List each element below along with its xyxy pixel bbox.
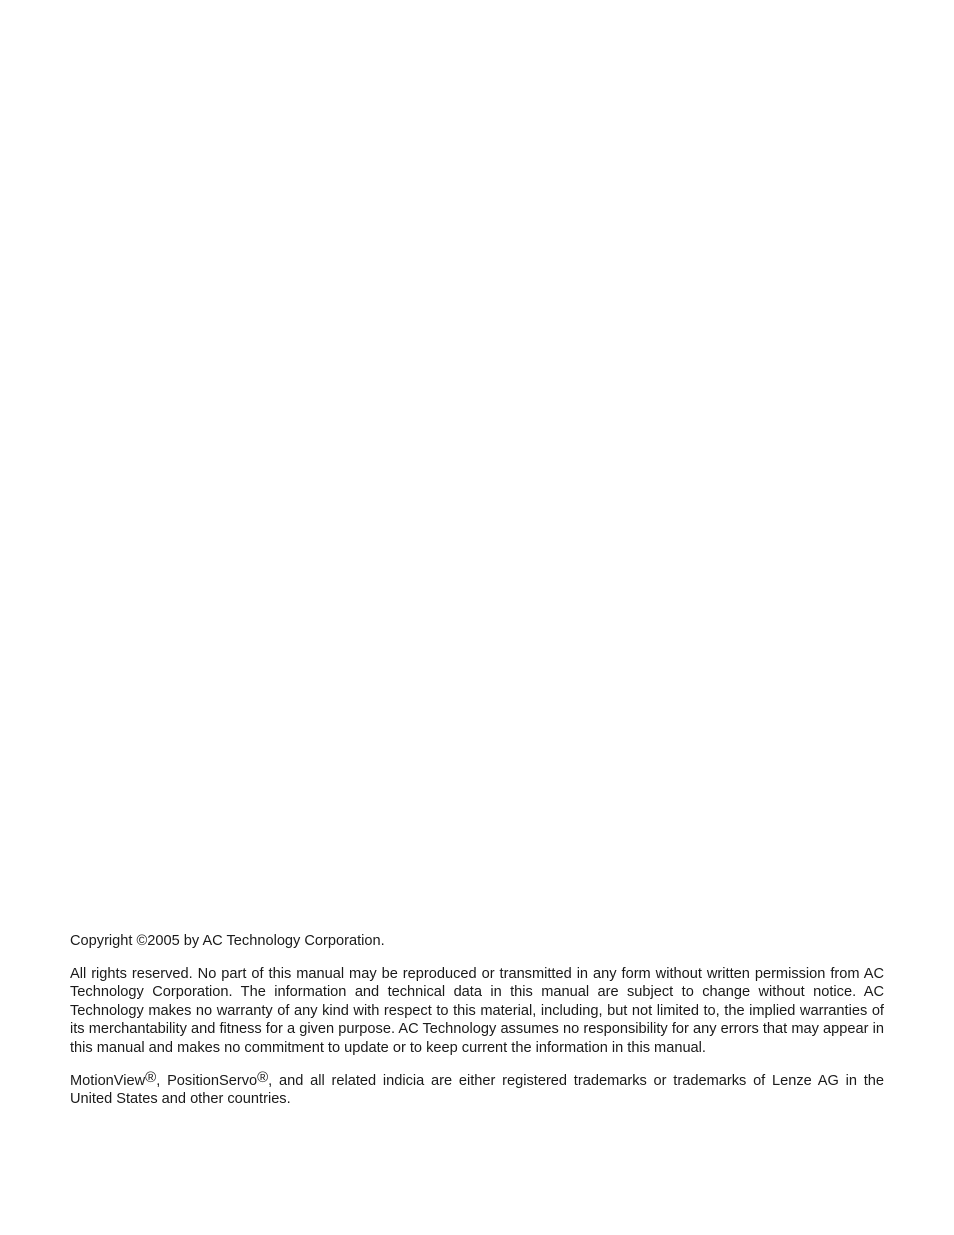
trademark-paragraph bbox=[70, 1068, 884, 1109]
trademark-separator: , bbox=[156, 1072, 168, 1089]
rights-paragraph: All rights reserved. No part of this manual may be reproduced or transmitted in any form without written permission from AC Technology Corporation. The information and technical data in this manual are subject to change without notice. AC Technology makes no warranty of any kind with respect to this material, including, but not limited to, the implied warranties of its merchantability and fitness for a given purpose. AC Technology assumes no responsibility for any errors that may appear in this manual and makes no commitment to update or to keep current the information in this manual. bbox=[70, 965, 884, 1056]
trademark-statement: , and all related indicia are either registered trademarks or trademarks of Lenze AG in the United States and other countries. bbox=[70, 1072, 884, 1108]
trademark-product-motionview: MotionView bbox=[70, 1072, 146, 1089]
copyright-line: Copyright ©2005 by AC Technology Corporation. bbox=[70, 933, 385, 949]
copyright-section bbox=[70, 932, 884, 1109]
registered-mark: ® bbox=[145, 1068, 157, 1086]
trademark-product-positionservo: PositionServo bbox=[167, 1072, 258, 1089]
registered-mark: ® bbox=[257, 1068, 269, 1086]
